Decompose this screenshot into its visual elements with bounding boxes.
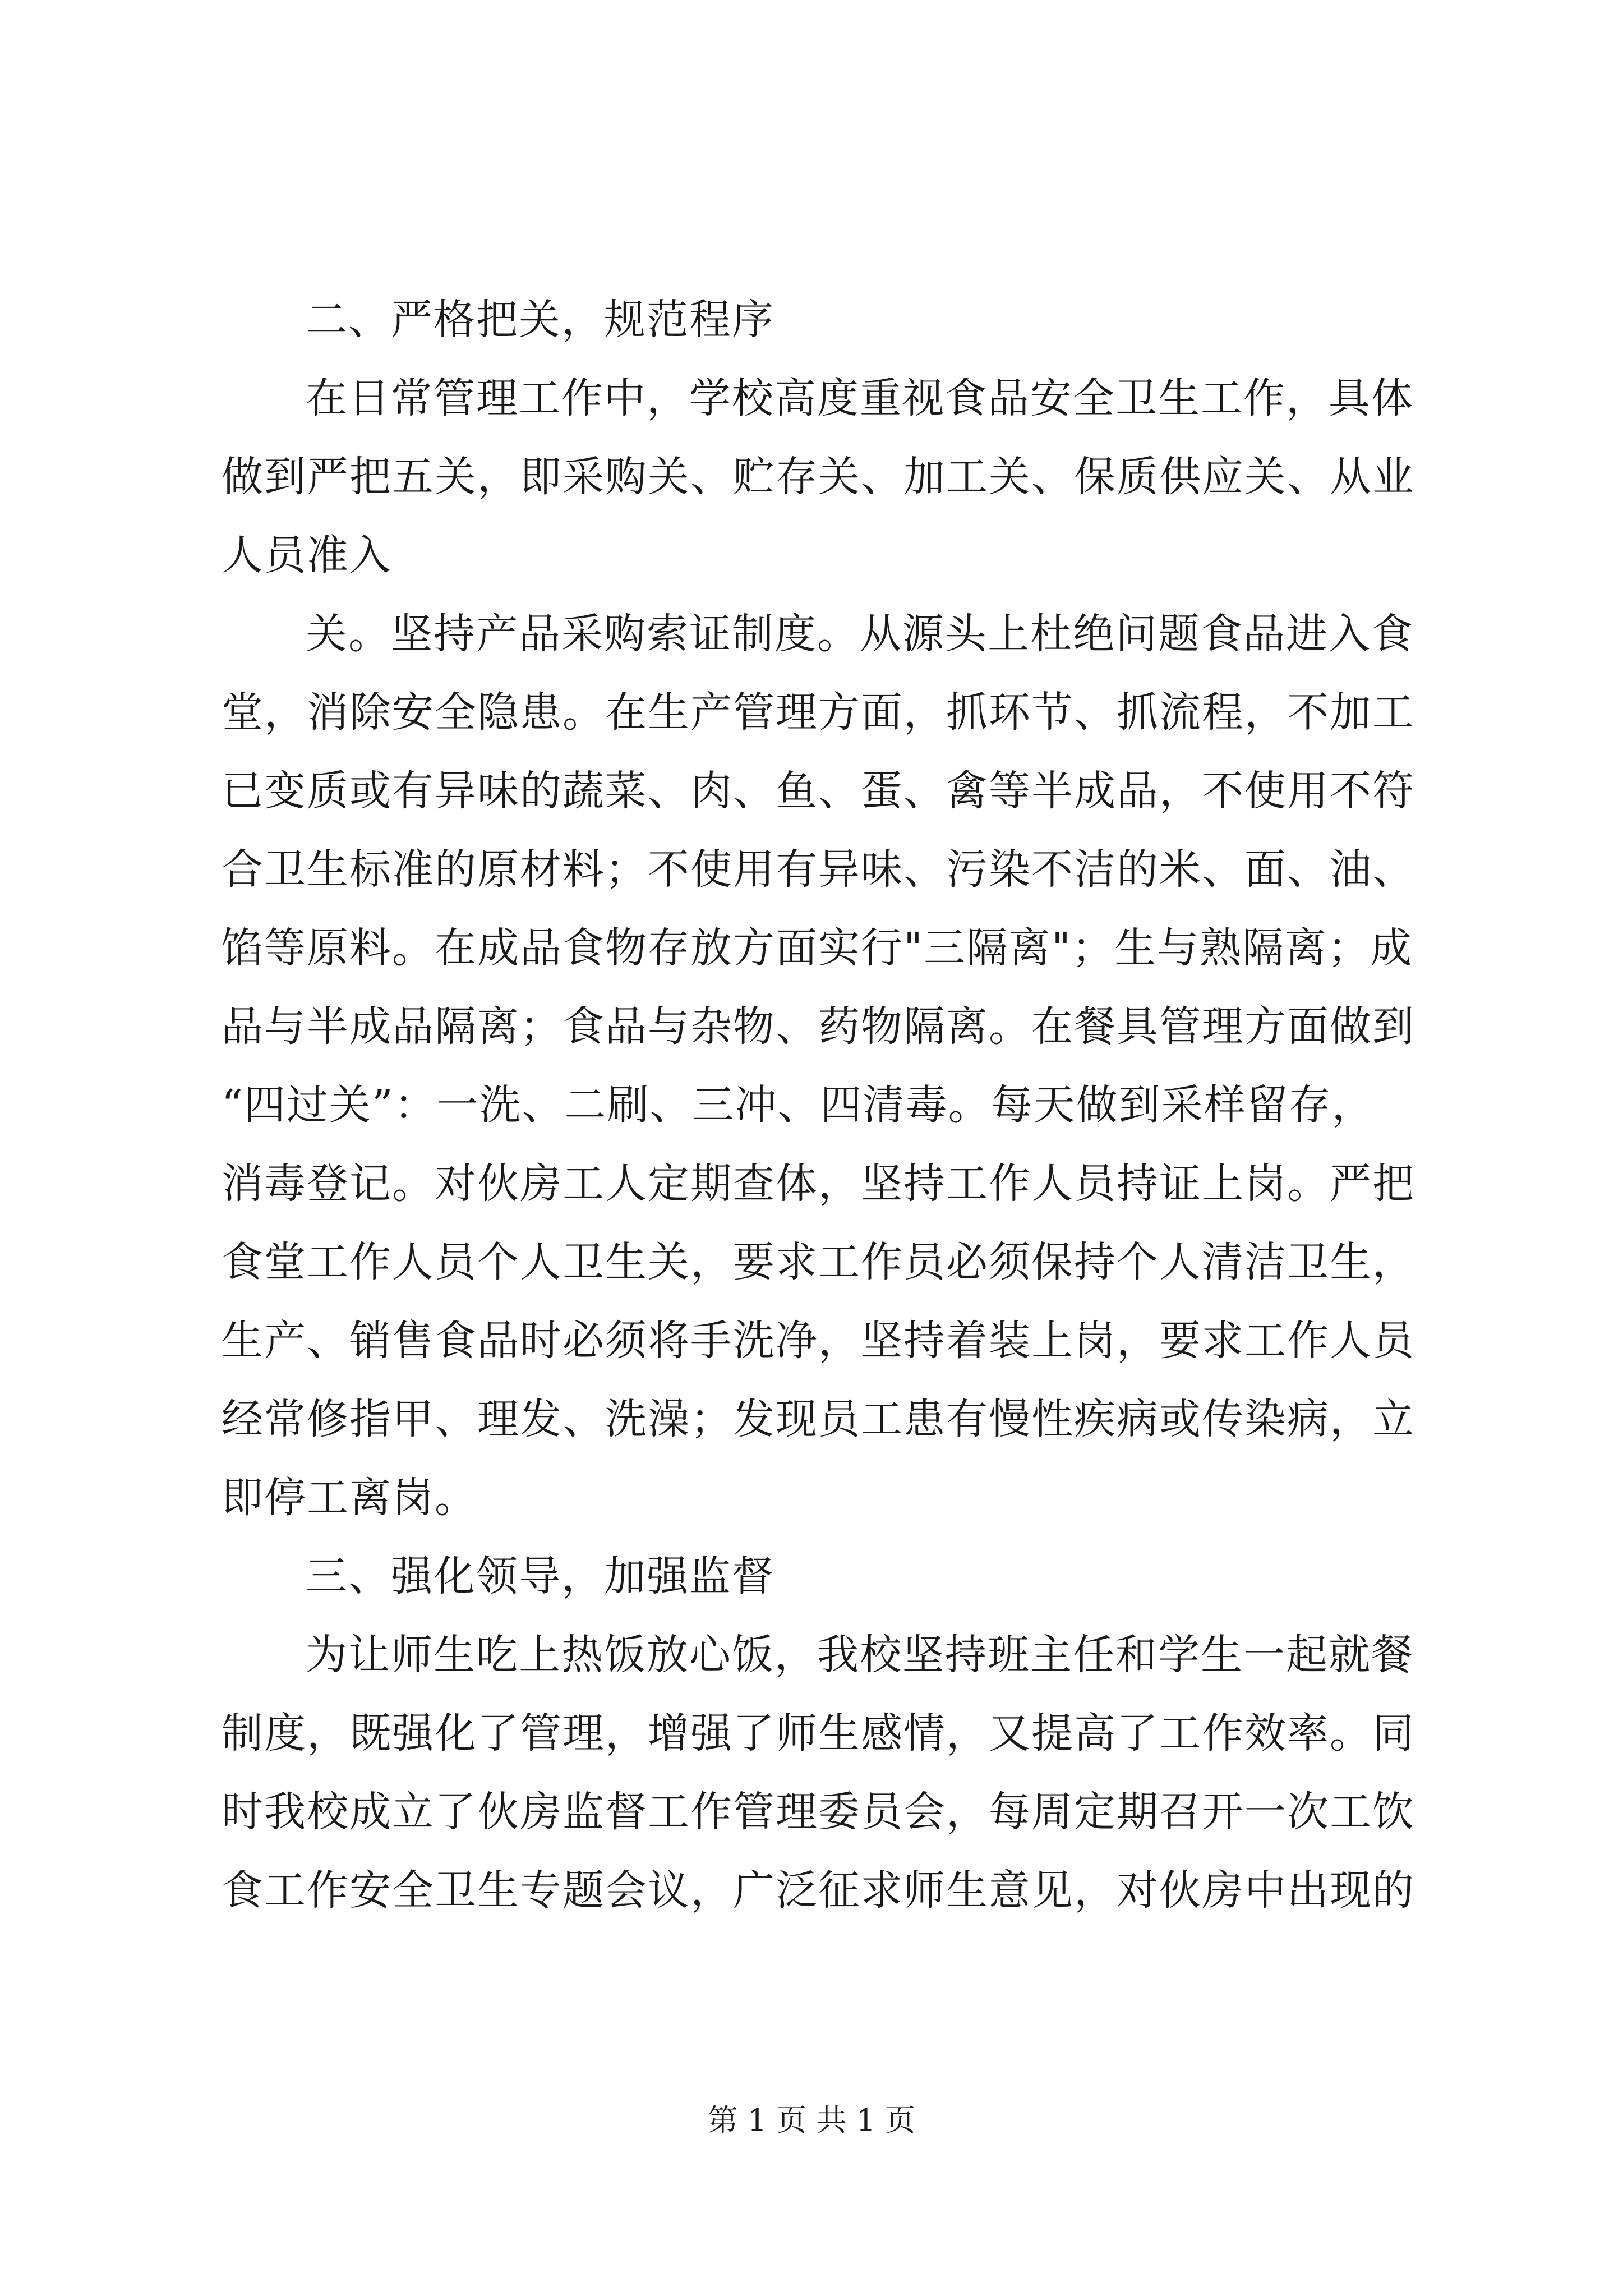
paragraph-line: 消毒登记。对伙房工人定期查体，坚持工作人员持证上岗。严把 <box>222 1159 1415 1208</box>
paragraph-line: 经常修指甲、理发、洗澡；发现员工患有慢性疾病或传染病，立 <box>222 1395 1415 1443</box>
paragraph-line: 即停工离岗。 <box>222 1474 477 1522</box>
document-body <box>222 280 1416 1930</box>
paragraph-line: 为让师生吃上热饭放心饭，我校坚持班主任和学生一起就餐 <box>306 1631 1414 1679</box>
paragraph-line: 人员准入 <box>222 531 392 579</box>
paragraph-line: 食堂工作人员个人卫生关，要求工作员必须保持个人清洁卫生， <box>222 1238 1415 1286</box>
page-footer: 第 1 页 共 1 页 <box>707 2102 916 2138</box>
paragraph-line: 在日常管理工作中，学校高度重视食品安全卫生工作，具体 <box>306 374 1414 422</box>
section-heading-2: 二、严格把关，规范程序 <box>306 296 774 344</box>
paragraph-line: 时我校成立了伙房监督工作管理委员会，每周定期召开一次工饮 <box>222 1788 1415 1836</box>
paragraph-line: 食工作安全卫生专题会议，广泛征求师生意见，对伙房中出现的 <box>222 1866 1415 1915</box>
paragraph-line: 品与半成品隔离；食品与杂物、药物隔离。在餐具管理方面做到 <box>222 1002 1415 1051</box>
paragraph-line: 堂，消除安全隐患。在生产管理方面，抓环节、抓流程，不加工 <box>222 688 1415 737</box>
paragraph-line: 已变质或有异味的蔬菜、肉、鱼、蛋、禽等半成品，不使用不符 <box>222 767 1415 815</box>
paragraph-line: 生产、销售食品时必须将手洗净，坚持着装上岗，要求工作人员 <box>222 1317 1415 1365</box>
paragraph-line: 馅等原料。在成品食物存放方面实行"三隔离"；生与熟隔离；成 <box>222 924 1413 972</box>
paragraph-line: 做到严把五关，即采购关、贮存关、加工关、保质供应关、从业 <box>222 453 1415 501</box>
paragraph-line: “四过关”：一洗、二刷、三冲、四清毒。每天做到采样留存， <box>222 1081 1375 1129</box>
paragraph-line: 制度，既强化了管理，增强了师生感情，又提高了工作效率。同 <box>222 1709 1415 1757</box>
paragraph-line: 关。坚持产品采购索证制度。从源头上杜绝问题食品进入食 <box>306 610 1414 658</box>
section-heading-3: 三、强化领导，加强监督 <box>306 1552 774 1600</box>
paragraph-line: 合卫生标准的原材料；不使用有异味、污染不洁的米、面、油、 <box>222 845 1415 894</box>
